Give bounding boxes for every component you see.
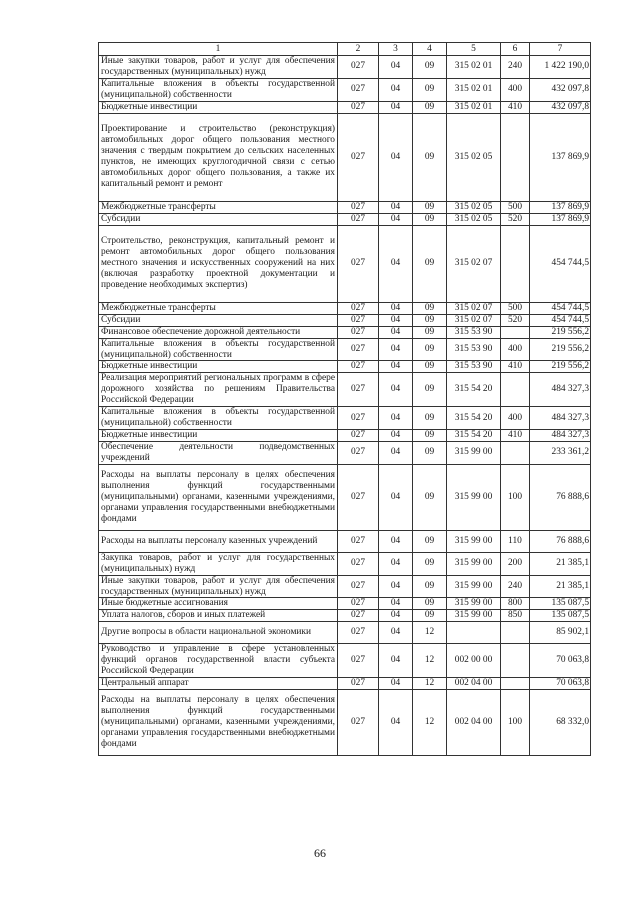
row-code-cell: 027: [338, 622, 379, 644]
row-type-cell: 100: [501, 464, 530, 530]
row-target-cell: 315 54 20: [447, 429, 501, 441]
table-row: [99, 610, 591, 622]
row-code-cell: 027: [338, 201, 379, 213]
table-row: [99, 598, 591, 610]
row-code-cell: 027: [338, 530, 379, 552]
row-section-cell: 04: [379, 201, 413, 213]
row-section-cell: 04: [379, 622, 413, 644]
table-row: [99, 213, 591, 225]
table-row: [99, 201, 591, 213]
row-subsection-cell: 09: [413, 201, 447, 213]
row-code-cell: 027: [338, 678, 379, 690]
row-subsection-cell: 12: [413, 644, 447, 678]
row-target-cell: 315 53 90: [447, 361, 501, 373]
row-amount-cell: 432 097,8: [530, 78, 591, 101]
row-name-cell: Бюджетные инвестиции: [99, 361, 338, 373]
row-name-cell: Капитальные вложения в объекты государственной (муниципальной) собственности: [99, 338, 338, 361]
table-row: [99, 361, 591, 373]
row-section-cell: 04: [379, 429, 413, 441]
row-name-cell: Центральный аппарат: [99, 678, 338, 690]
row-target-cell: 315 02 05: [447, 201, 501, 213]
row-section-cell: 04: [379, 690, 413, 756]
row-section-cell: 04: [379, 361, 413, 373]
row-section-cell: 04: [379, 530, 413, 552]
row-type-cell: 110: [501, 530, 530, 552]
row-section-cell: 04: [379, 552, 413, 575]
row-name-cell: Субсидии: [99, 213, 338, 225]
row-section-cell: 04: [379, 575, 413, 598]
row-name-cell: Руководство и управление в сфере установленных функций органов государственной власти субъекта Российской Федерации: [99, 644, 338, 678]
row-target-cell: 315 02 07: [447, 225, 501, 302]
row-code-cell: 027: [338, 690, 379, 756]
row-section-cell: 04: [379, 314, 413, 326]
row-target-cell: 315 02 07: [447, 302, 501, 314]
row-target-cell: 315 53 90: [447, 338, 501, 361]
row-section-cell: 04: [379, 56, 413, 79]
row-type-cell: 500: [501, 302, 530, 314]
row-amount-cell: 432 097,8: [530, 101, 591, 113]
row-subsection-cell: 12: [413, 678, 447, 690]
row-name-cell: Межбюджетные трансферты: [99, 302, 338, 314]
row-name-cell: Реализация мероприятий региональных программ в сфере дорожного хозяйства по решениям Правительства Российской Федерации: [99, 373, 338, 407]
row-code-cell: 027: [338, 314, 379, 326]
row-subsection-cell: 09: [413, 464, 447, 530]
row-section-cell: 04: [379, 326, 413, 338]
row-amount-cell: 454 744,5: [530, 302, 591, 314]
row-name-cell: Межбюджетные трансферты: [99, 201, 338, 213]
row-type-cell: 100: [501, 690, 530, 756]
row-type-cell: 850: [501, 610, 530, 622]
row-section-cell: 04: [379, 598, 413, 610]
row-target-cell: 315 99 00: [447, 598, 501, 610]
row-amount-cell: 137 869,9: [530, 201, 591, 213]
table-row: [99, 690, 591, 756]
row-subsection-cell: 09: [413, 56, 447, 79]
row-type-cell: 240: [501, 575, 530, 598]
row-amount-cell: 135 087,5: [530, 598, 591, 610]
row-target-cell: 315 02 05: [447, 213, 501, 225]
row-section-cell: 04: [379, 464, 413, 530]
row-name-cell: Бюджетные инвестиции: [99, 429, 338, 441]
row-type-cell: 400: [501, 78, 530, 101]
row-type-cell: [501, 678, 530, 690]
row-type-cell: [501, 441, 530, 464]
row-subsection-cell: 09: [413, 326, 447, 338]
row-subsection-cell: 09: [413, 552, 447, 575]
document-page: [98, 42, 590, 756]
row-type-cell: [501, 373, 530, 407]
row-section-cell: 04: [379, 113, 413, 201]
row-amount-cell: 219 556,2: [530, 361, 591, 373]
row-code-cell: 027: [338, 213, 379, 225]
row-amount-cell: 135 087,5: [530, 610, 591, 622]
header-col-1: 1: [99, 43, 338, 56]
row-code-cell: 027: [338, 552, 379, 575]
row-type-cell: [501, 644, 530, 678]
row-type-cell: [501, 326, 530, 338]
row-amount-cell: 454 744,5: [530, 225, 591, 302]
row-code-cell: 027: [338, 326, 379, 338]
row-code-cell: 027: [338, 338, 379, 361]
row-target-cell: 315 53 90: [447, 326, 501, 338]
row-code-cell: 027: [338, 575, 379, 598]
row-name-cell: Расходы на выплаты персоналу казенных учреждений: [99, 530, 338, 552]
row-type-cell: 400: [501, 407, 530, 430]
row-target-cell: 002 04 00: [447, 690, 501, 756]
header-col-3: 3: [379, 43, 413, 56]
row-section-cell: 04: [379, 101, 413, 113]
row-subsection-cell: 09: [413, 101, 447, 113]
row-target-cell: 315 02 07: [447, 314, 501, 326]
row-type-cell: [501, 225, 530, 302]
table-row: [99, 552, 591, 575]
row-name-cell: Расходы на выплаты персоналу в целях обеспечения выполнения функций государственными (муниципальными) органами, казенными учреждениями, органами управления государственными внебюджетными фондами: [99, 464, 338, 530]
row-amount-cell: 68 332,0: [530, 690, 591, 756]
row-name-cell: Уплата налогов, сборов и иных платежей: [99, 610, 338, 622]
row-section-cell: 04: [379, 225, 413, 302]
table-row: [99, 429, 591, 441]
table-row: [99, 622, 591, 644]
row-type-cell: 520: [501, 314, 530, 326]
row-subsection-cell: 12: [413, 622, 447, 644]
row-name-cell: Другие вопросы в области национальной экономики: [99, 622, 338, 644]
budget-table: [98, 42, 591, 756]
row-target-cell: 315 99 00: [447, 441, 501, 464]
row-subsection-cell: 09: [413, 213, 447, 225]
row-name-cell: Иные бюджетные ассигнования: [99, 598, 338, 610]
row-name-cell: Субсидии: [99, 314, 338, 326]
header-col-2: 2: [338, 43, 379, 56]
row-code-cell: 027: [338, 361, 379, 373]
row-target-cell: 315 02 01: [447, 101, 501, 113]
table-row: [99, 113, 591, 201]
table-row: [99, 464, 591, 530]
row-amount-cell: 70 063,8: [530, 644, 591, 678]
row-amount-cell: 76 888,6: [530, 530, 591, 552]
row-subsection-cell: 09: [413, 407, 447, 430]
table-row: [99, 338, 591, 361]
row-target-cell: 315 99 00: [447, 552, 501, 575]
row-type-cell: 500: [501, 201, 530, 213]
row-section-cell: 04: [379, 441, 413, 464]
row-subsection-cell: 09: [413, 225, 447, 302]
row-amount-cell: 484 327,3: [530, 407, 591, 430]
row-subsection-cell: 09: [413, 441, 447, 464]
row-target-cell: 315 02 01: [447, 78, 501, 101]
row-amount-cell: 21 385,1: [530, 552, 591, 575]
row-target-cell: 315 02 01: [447, 56, 501, 79]
row-type-cell: 200: [501, 552, 530, 575]
row-code-cell: 027: [338, 598, 379, 610]
row-code-cell: 027: [338, 78, 379, 101]
row-target-cell: 315 54 20: [447, 373, 501, 407]
row-subsection-cell: 09: [413, 373, 447, 407]
row-section-cell: 04: [379, 644, 413, 678]
page-number: 66: [314, 846, 326, 860]
row-amount-cell: 484 327,3: [530, 429, 591, 441]
row-name-cell: Финансовое обеспечение дорожной деятельности: [99, 326, 338, 338]
table-row: [99, 678, 591, 690]
row-type-cell: 410: [501, 361, 530, 373]
header-col-7: 7: [530, 43, 591, 56]
row-name-cell: Иные закупки товаров, работ и услуг для обеспечения государственных (муниципальных) нужд: [99, 56, 338, 79]
table-row: [99, 314, 591, 326]
row-amount-cell: 85 902,1: [530, 622, 591, 644]
row-amount-cell: 76 888,6: [530, 464, 591, 530]
row-type-cell: [501, 113, 530, 201]
header-col-6: 6: [501, 43, 530, 56]
table-row: [99, 225, 591, 302]
row-type-cell: 520: [501, 213, 530, 225]
row-type-cell: 400: [501, 338, 530, 361]
row-target-cell: 315 99 00: [447, 464, 501, 530]
row-amount-cell: 233 361,2: [530, 441, 591, 464]
row-amount-cell: 21 385,1: [530, 575, 591, 598]
table-header-row: [99, 43, 591, 56]
row-name-cell: Обеспечение деятельности подведомственных учреждений: [99, 441, 338, 464]
row-code-cell: 027: [338, 429, 379, 441]
table-row: [99, 78, 591, 101]
table-row: [99, 644, 591, 678]
row-subsection-cell: 09: [413, 113, 447, 201]
table-row: [99, 530, 591, 552]
row-section-cell: 04: [379, 678, 413, 690]
row-subsection-cell: 09: [413, 530, 447, 552]
row-target-cell: 315 02 05: [447, 113, 501, 201]
row-section-cell: 04: [379, 338, 413, 361]
row-name-cell: Бюджетные инвестиции: [99, 101, 338, 113]
row-type-cell: 800: [501, 598, 530, 610]
row-code-cell: 027: [338, 302, 379, 314]
row-target-cell: 315 54 20: [447, 407, 501, 430]
row-subsection-cell: 09: [413, 302, 447, 314]
table-row: [99, 101, 591, 113]
row-section-cell: 04: [379, 78, 413, 101]
header-col-5: 5: [447, 43, 501, 56]
row-name-cell: Капитальные вложения в объекты государственной (муниципальной) собственности: [99, 78, 338, 101]
row-subsection-cell: 09: [413, 575, 447, 598]
row-amount-cell: 454 744,5: [530, 314, 591, 326]
row-code-cell: 027: [338, 56, 379, 79]
row-type-cell: 240: [501, 56, 530, 79]
table-row: [99, 407, 591, 430]
row-subsection-cell: 09: [413, 429, 447, 441]
row-subsection-cell: 09: [413, 610, 447, 622]
row-target-cell: 315 99 00: [447, 610, 501, 622]
table-row: [99, 373, 591, 407]
row-amount-cell: 1 422 190,0: [530, 56, 591, 79]
row-section-cell: 04: [379, 610, 413, 622]
row-amount-cell: 484 327,3: [530, 373, 591, 407]
row-code-cell: 027: [338, 225, 379, 302]
row-section-cell: 04: [379, 373, 413, 407]
table-row: [99, 56, 591, 79]
row-section-cell: 04: [379, 213, 413, 225]
header-col-4: 4: [413, 43, 447, 56]
row-name-cell: Капитальные вложения в объекты государственной (муниципальной) собственности: [99, 407, 338, 430]
table-row: [99, 326, 591, 338]
row-code-cell: 027: [338, 464, 379, 530]
row-amount-cell: 219 556,2: [530, 338, 591, 361]
row-code-cell: 027: [338, 610, 379, 622]
row-type-cell: [501, 622, 530, 644]
row-section-cell: 04: [379, 407, 413, 430]
table-body: [99, 56, 591, 756]
table-row: [99, 441, 591, 464]
row-subsection-cell: 09: [413, 598, 447, 610]
row-target-cell: 315 99 00: [447, 575, 501, 598]
row-target-cell: 002 04 00: [447, 678, 501, 690]
row-target-cell: 002 00 00: [447, 644, 501, 678]
row-type-cell: 410: [501, 429, 530, 441]
row-amount-cell: 137 869,9: [530, 213, 591, 225]
row-type-cell: 410: [501, 101, 530, 113]
row-code-cell: 027: [338, 407, 379, 430]
table-row: [99, 302, 591, 314]
row-amount-cell: 137 869,9: [530, 113, 591, 201]
row-subsection-cell: 09: [413, 78, 447, 101]
row-section-cell: 04: [379, 302, 413, 314]
row-name-cell: Расходы на выплаты персоналу в целях обеспечения выполнения функций государственными (муниципальными) органами, казенными учреждениями, органами управления государственными внебюджетными фондами: [99, 690, 338, 756]
row-name-cell: Иные закупки товаров, работ и услуг для обеспечения государственных (муниципальных) нужд: [99, 575, 338, 598]
row-code-cell: 027: [338, 113, 379, 201]
row-name-cell: Проектирование и строительство (реконструкция) автомобильных дорог общего пользования местного значения с твердым покрытием до сельских населенных пунктов, не имеющих круглогодичной связи с сетью автомобильных дорог общего пользования, а также их капитальный ремонт и ремонт: [99, 113, 338, 201]
row-amount-cell: 219 556,2: [530, 326, 591, 338]
row-subsection-cell: 09: [413, 314, 447, 326]
table-row: [99, 575, 591, 598]
row-code-cell: 027: [338, 644, 379, 678]
row-target-cell: 315 99 00: [447, 530, 501, 552]
row-code-cell: 027: [338, 441, 379, 464]
row-code-cell: 027: [338, 101, 379, 113]
row-subsection-cell: 09: [413, 338, 447, 361]
row-amount-cell: 70 063,8: [530, 678, 591, 690]
row-code-cell: 027: [338, 373, 379, 407]
row-subsection-cell: 12: [413, 690, 447, 756]
row-name-cell: Строительство, реконструкция, капитальный ремонт и ремонт автомобильных дорог общего пользования местного значения и искусственных сооружений на них (включая разработку проектной документации и проведение необходимых экспертиз): [99, 225, 338, 302]
row-name-cell: Закупка товаров, работ и услуг для государственных (муниципальных) нужд: [99, 552, 338, 575]
row-subsection-cell: 09: [413, 361, 447, 373]
row-target-cell: [447, 622, 501, 644]
